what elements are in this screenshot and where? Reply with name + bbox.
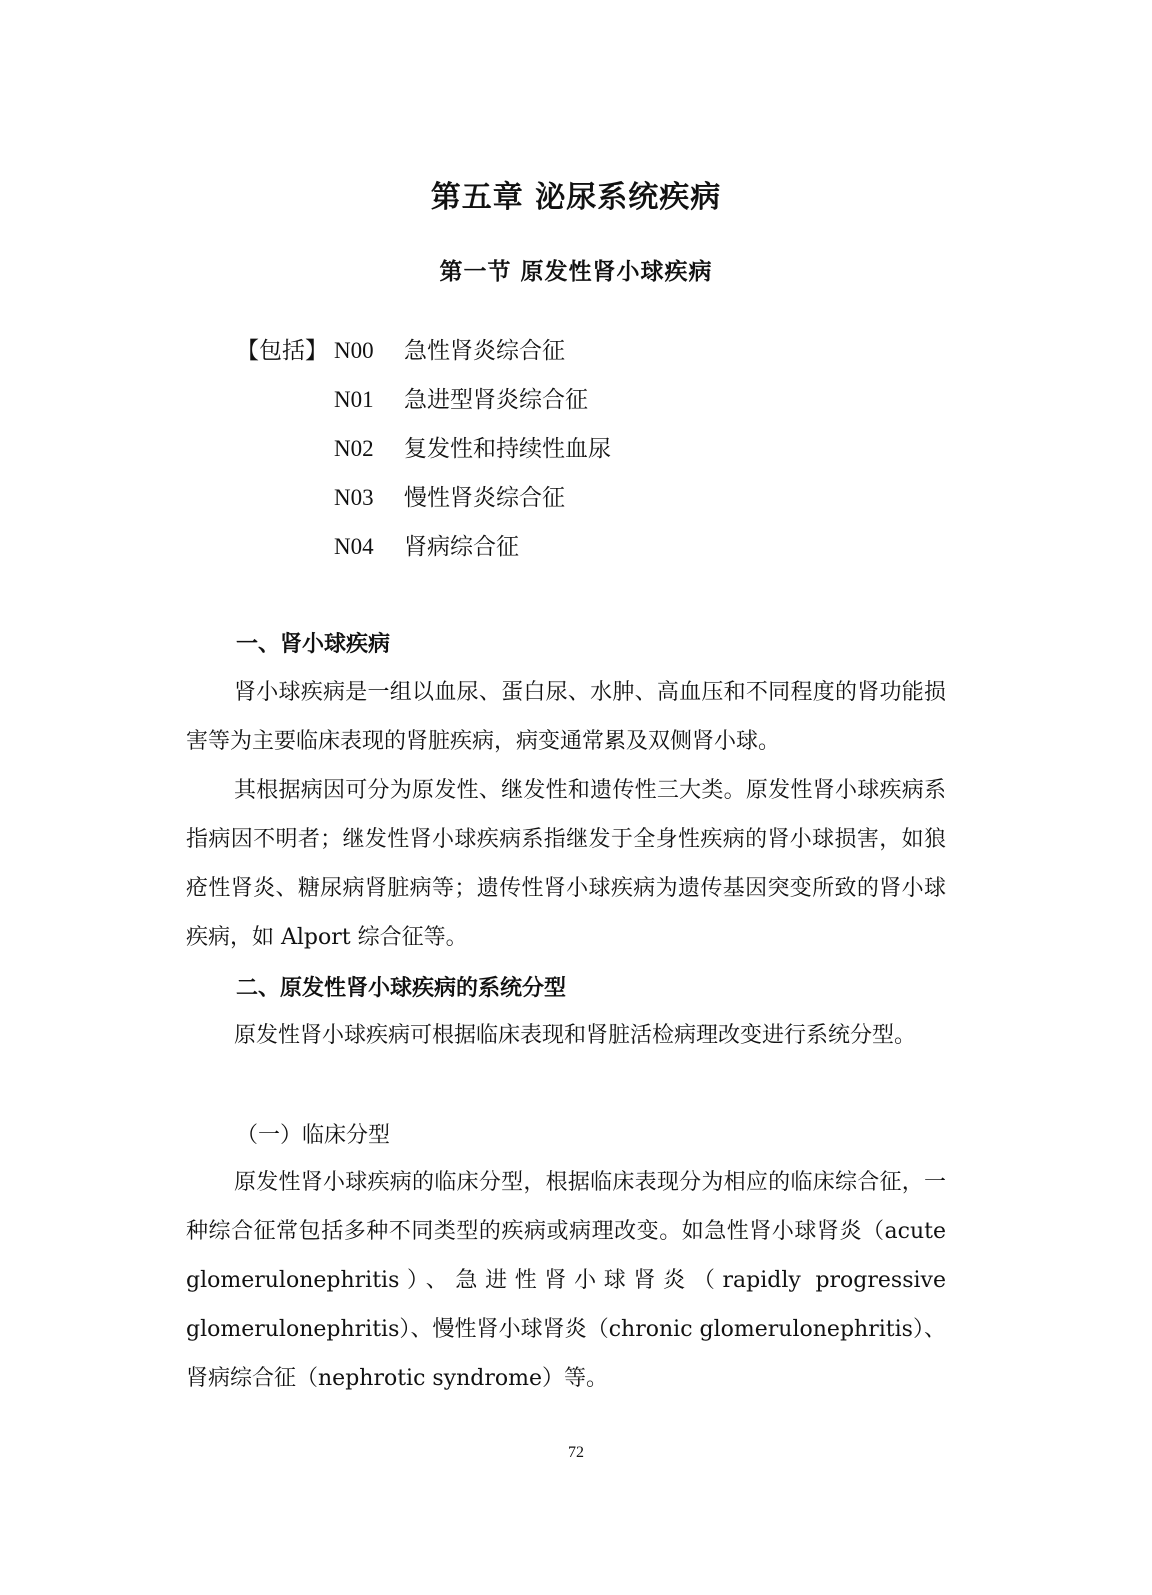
paragraph: 其根据病因可分为原发性、继发性和遗传性三大类。原发性肾小球疾病系指病因不明者；继发性肾小球疾病系指继发于全身性疾病的肾小球损害，如狼疮性肾炎、糖尿病肾脏病等；遗传性肾小球疾病为遗传基因突变所致的肾小球疾病，如 Alport 综合征等。 xyxy=(186,778,946,950)
includes-item xyxy=(236,480,611,529)
section-title: 第一节 原发性肾小球疾病 xyxy=(439,259,713,285)
includes-item xyxy=(236,529,611,578)
disease-name: 慢性肾炎综合征 xyxy=(404,485,565,511)
chapter-title: 第五章 泌尿系统疾病 xyxy=(430,180,722,215)
disease-name: 急性肾炎综合征 xyxy=(404,338,565,364)
includes-item xyxy=(236,431,611,480)
icd-code: N04 xyxy=(334,534,374,559)
includes-item xyxy=(236,382,611,431)
paragraph: 肾小球疾病是一组以血尿、蛋白尿、水肿、高血压和不同程度的肾功能损害等为主要临床表现的肾脏疾病，病变通常累及双侧肾小球。 xyxy=(186,680,946,754)
includes-item xyxy=(236,333,611,382)
section-heading: 二、原发性肾小球疾病的系统分型 xyxy=(236,976,567,1001)
section-heading: 一、肾小球疾病 xyxy=(236,632,391,657)
disease-name: 肾病综合征 xyxy=(404,534,519,560)
disease-name: 急进型肾炎综合征 xyxy=(404,387,588,413)
includes-label: 【包括】 xyxy=(236,338,328,364)
subsection-heading: （一）临床分型 xyxy=(236,1123,391,1148)
icd-code: N01 xyxy=(334,387,374,412)
paragraph: 原发性肾小球疾病的临床分型，根据临床表现分为相应的临床综合征，一种综合征常包括多种不同类型的疾病或病理改变。如急性肾小球肾炎（acute glomerulonephritis）、急进性肾小球肾炎（rapidly progressive glomerulonephritis）、慢性肾小球肾炎（chronic glomerulonephritis）、肾病综合征（nephrotic syndrome）等。 xyxy=(186,1170,946,1391)
paragraph: 原发性肾小球疾病可根据临床表现和肾脏活检病理改变进行系统分型。 xyxy=(234,1023,917,1048)
includes-list xyxy=(236,333,611,578)
page-number: 72 xyxy=(568,1444,584,1461)
disease-name: 复发性和持续性血尿 xyxy=(404,436,611,462)
icd-code: N02 xyxy=(334,436,374,461)
icd-code: N03 xyxy=(334,485,374,510)
icd-code: N00 xyxy=(334,338,374,363)
